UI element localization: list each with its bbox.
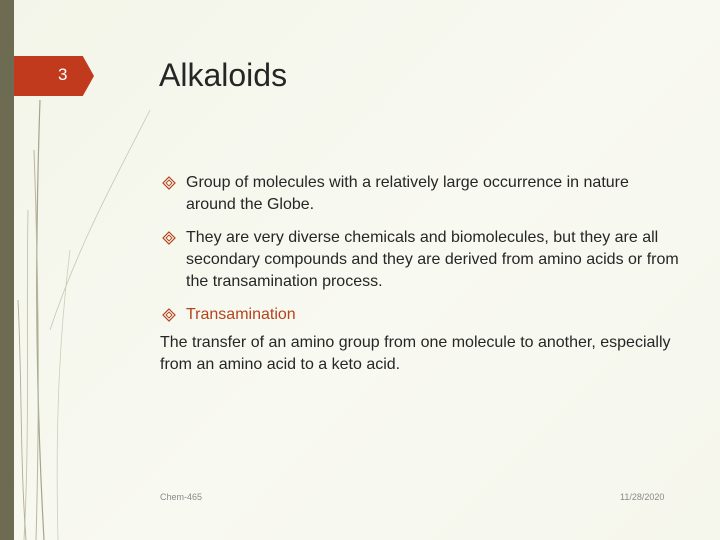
bullet-item-transamination bbox=[160, 304, 680, 326]
diamond-outline-icon bbox=[162, 231, 176, 245]
bullet-item bbox=[160, 172, 680, 216]
footer-course-code: Chem-465 bbox=[160, 492, 203, 502]
bullet-item bbox=[160, 227, 680, 293]
slide-title: Alkaloids bbox=[159, 57, 288, 93]
diamond-outline-icon bbox=[162, 308, 176, 322]
diamond-outline-icon bbox=[162, 176, 176, 190]
bullet-text: Group of molecules with a relatively large occurrence in nature around the Globe. bbox=[186, 174, 629, 213]
bullet-text: They are very diverse chemicals and biomolecules, but they are all secondary compounds and they are derived from amino acids or from the transamination process. bbox=[186, 229, 679, 290]
footer-date: 11/28/2020 bbox=[620, 492, 665, 502]
slide-number: 3 bbox=[58, 65, 68, 84]
bullet-list bbox=[160, 172, 680, 337]
definition-text: The transfer of an amino group from one molecule to another, especially from an amino acid to a keto acid. bbox=[160, 334, 671, 373]
bullet-text-accent: Transamination bbox=[186, 306, 296, 323]
